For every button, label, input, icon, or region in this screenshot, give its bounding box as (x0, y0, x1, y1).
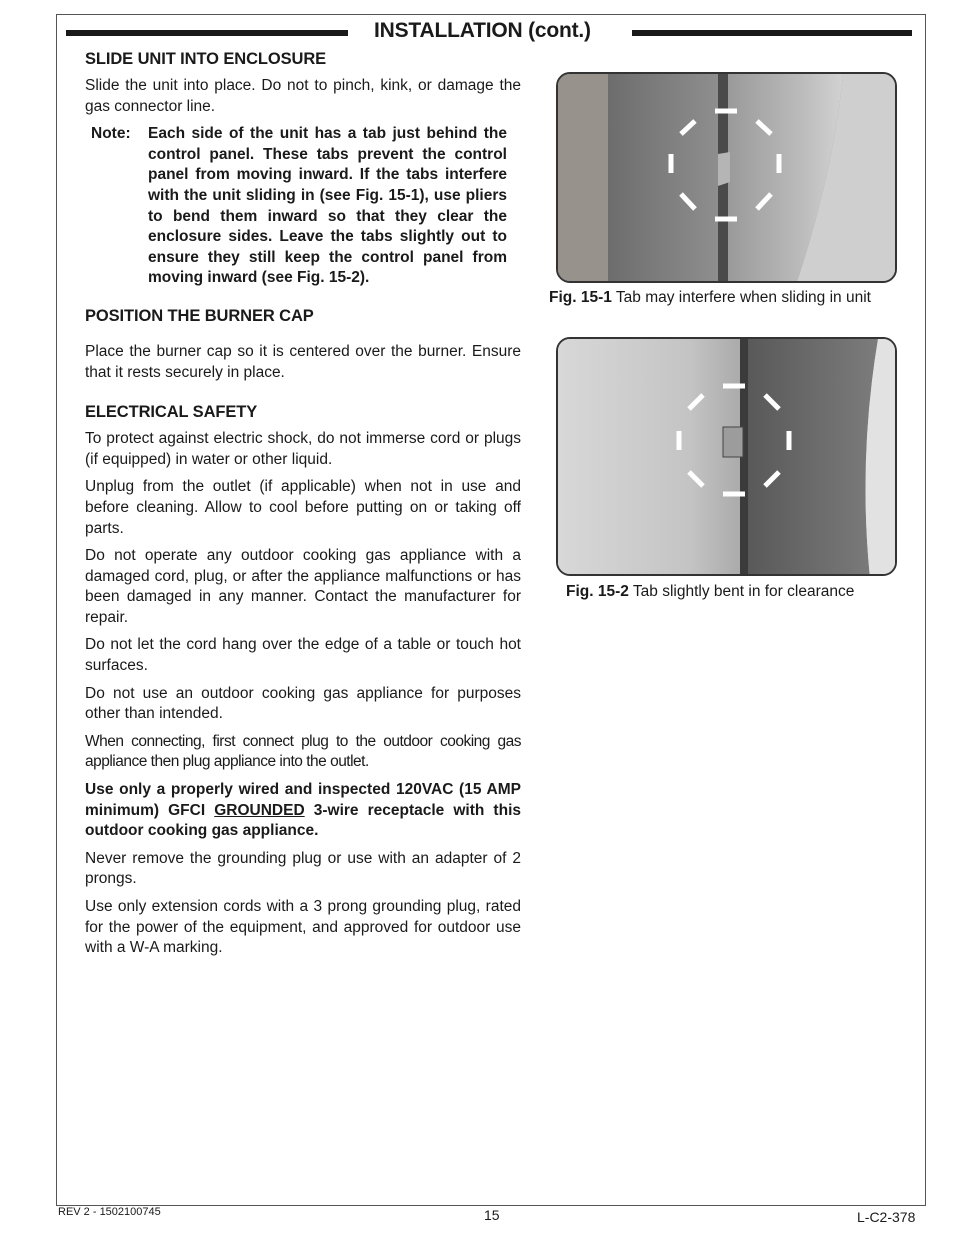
electrical-p5: Do not use an outdoor cooking gas appliance for purposes other than intended. (85, 684, 521, 723)
figure-15-1-photo (556, 72, 897, 283)
figure-15-2-photo (556, 337, 897, 576)
footer-page-number: 15 (484, 1207, 500, 1223)
electrical-p3: Do not operate any outdoor cooking gas appliance with a damaged cord, plug, or after the appliance malfunctions or has been damaged in any manner. Contact the manufacturer for repair. (85, 547, 521, 626)
slide-unit-body: Slide the unit into place. Do not to pinch, kink, or damage the gas connector line. (85, 77, 521, 115)
electrical-p8: Never remove the grounding plug or use with an adapter of 2 prongs. (85, 849, 521, 888)
electrical-p7 (85, 780, 521, 842)
figure-15-1-caption (549, 289, 871, 307)
figure-15-1-text: Tab may interfere when sliding in unit (611, 289, 871, 306)
note-block (91, 124, 507, 289)
note-label: Note: (91, 125, 131, 143)
figure-15-2-illustration (558, 339, 897, 576)
electrical-p1: To protect against electric shock, do not immerse cord or plugs (if equipped) in water or other liquid. (85, 430, 521, 468)
note-text: Each side of the unit has a tab just behind the control panel. These tabs prevent the control panel from moving inward. If the tabs interfere with the unit sliding in (see Fig. 15-1), use pliers to bend them inward so that they clear the enclosure sides. Leave the tabs slightly out to ensure they still keep the control panel from moving inward (see Fig. 15-2). (148, 125, 507, 287)
figure-15-1-label: Fig. 15-1 (549, 289, 612, 306)
electrical-p7-grounded: GROUNDED (214, 801, 305, 819)
figure-15-2-label: Fig. 15-2 (566, 583, 629, 600)
header-rule-left (66, 30, 348, 36)
header-rule-right (632, 30, 912, 36)
electrical-p7-end: 3-wire receptacle with this outdoor cooking gas appliance. (85, 801, 521, 840)
electrical-p7-start: Use only a properly wired and inspected 120VAC (15 AMP minimum) GFCI (85, 781, 521, 819)
heading-electrical-safety: ELECTRICAL SAFETY (85, 403, 258, 422)
text-column (85, 50, 521, 959)
electrical-p6: When connecting, first connect plug to the outdoor cooking gas appliance then plug appliance into the outlet. (85, 732, 521, 771)
page-title: INSTALLATION (cont.) (374, 19, 591, 42)
figure-15-2-text: Tab slightly bent in for clearance (628, 583, 855, 600)
heading-slide-unit: SLIDE UNIT INTO ENCLOSURE (85, 50, 327, 68)
figure-15-2-caption (566, 583, 854, 601)
burner-cap-body: Place the burner cap so it is centered over the burner. Ensure that it rests securely in place. (85, 342, 521, 381)
footer-doc-code: L-C2-378 (857, 1209, 916, 1225)
electrical-p2: Unplug from the outlet (if applicable) when not in use and before cleaning. Allow to cool before putting on or taking off parts. (85, 478, 521, 537)
electrical-p4: Do not let the cord hang over the edge of a table or touch hot surfaces. (85, 636, 521, 675)
figure-15-1-illustration (558, 74, 897, 283)
electrical-p9: Use only extension cords with a 3 prong grounding plug, rated for the power of the equipment, and approved for outdoor use with a W-A marking. (85, 898, 521, 957)
heading-burner-cap: POSITION THE BURNER CAP (85, 306, 314, 325)
footer-revision: REV 2 - 1502100745 (58, 1206, 161, 1218)
